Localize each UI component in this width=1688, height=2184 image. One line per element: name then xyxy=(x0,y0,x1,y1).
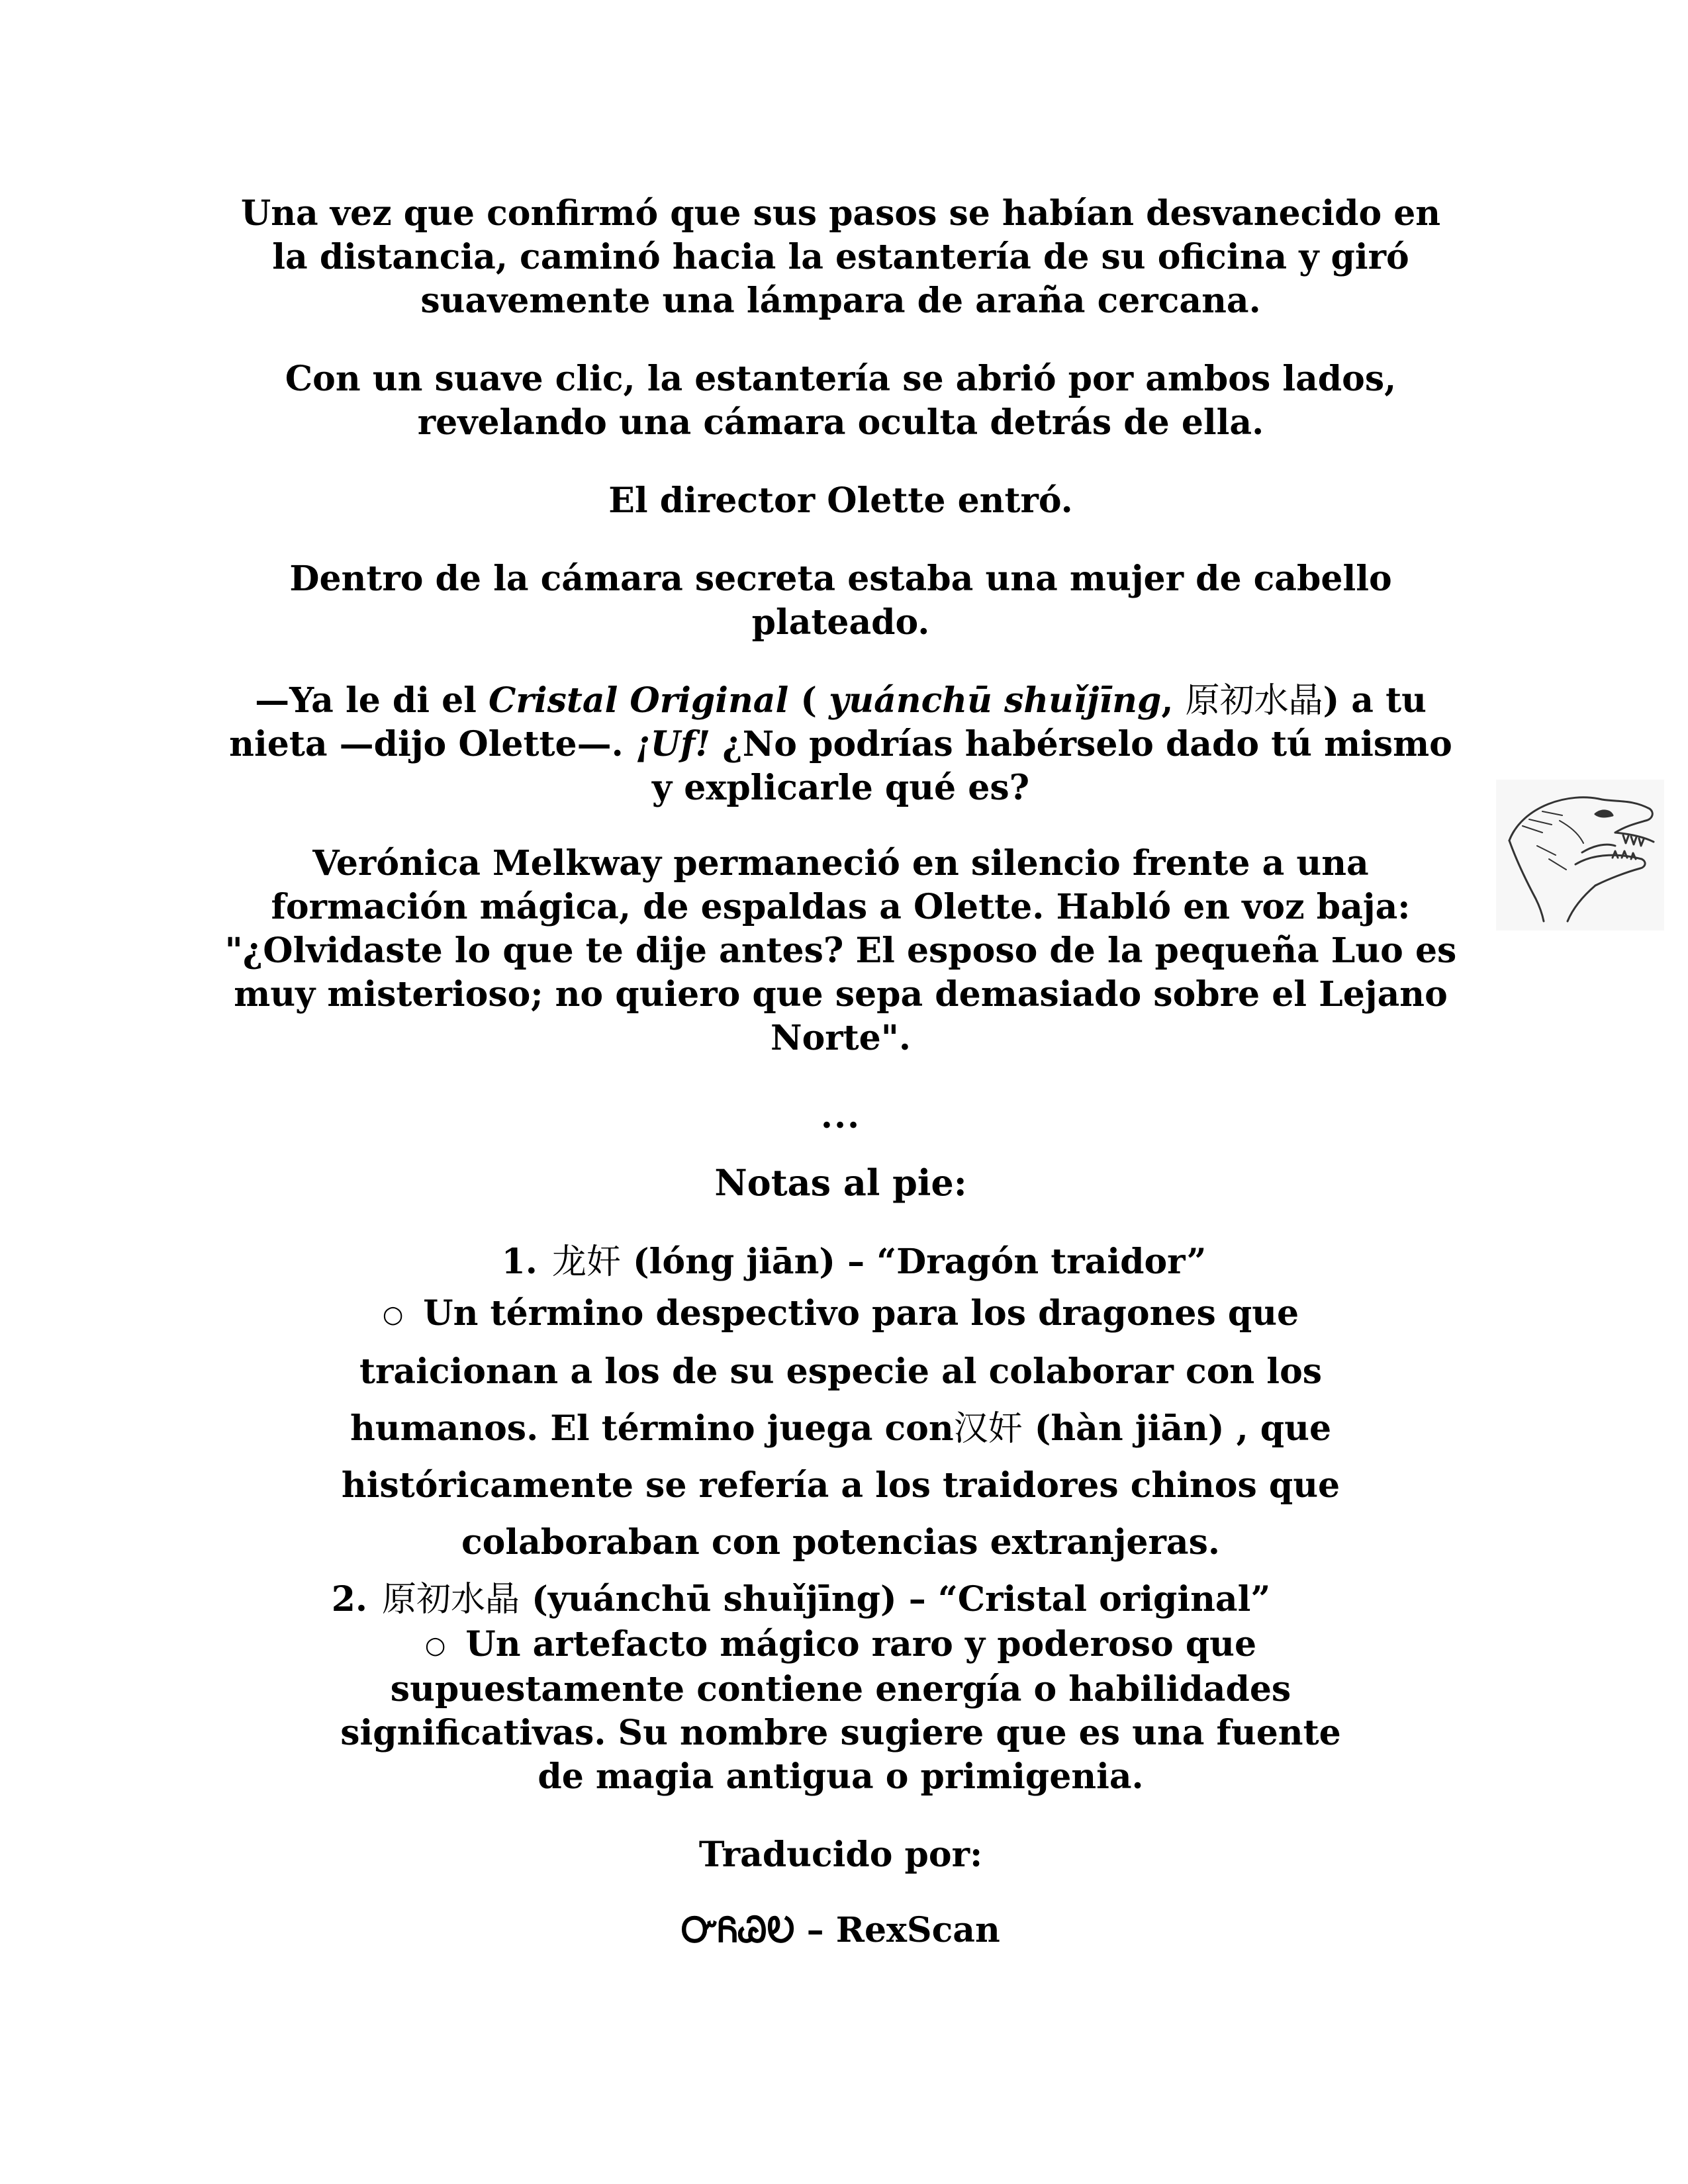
p5-text-5: ¿No podrías habérselo dado tú mismo y explicarle qué es? xyxy=(651,724,1452,808)
credits-label: Traducido por: xyxy=(698,1835,983,1875)
footnote-1-description xyxy=(338,1285,1344,1571)
footnote-1-desc-text-2: (hàn jiān) , que históricamente se refería a los traidores chinos que colaboraban con potencias extranjeras. xyxy=(341,1408,1340,1563)
p5-text-3: , xyxy=(1161,680,1186,721)
footnote-2-title xyxy=(218,1576,1463,1623)
paragraph-4: Dentro de la cámara secreta estaba una mujer de cabello plateado. xyxy=(289,559,1392,643)
footnote-2-description xyxy=(338,1623,1344,1799)
paragraph-3: El director Olette entró. xyxy=(608,480,1073,521)
footnote-1-desc-cjk: 汉奸 xyxy=(953,1409,1023,1449)
dinosaur-logo-icon xyxy=(1496,780,1664,931)
footnote-1-desc-text-1: Un término despectivo para los dragones que traicionan a los de su especie al colaborar con los humanos. El término juega con xyxy=(350,1293,1323,1449)
footnote-1-bullet: ○ xyxy=(382,1301,404,1328)
footnote-1-title xyxy=(218,1239,1463,1285)
p5-cjk: 原初水晶 xyxy=(1185,681,1323,721)
ellipsis-separator: ... xyxy=(820,1096,861,1136)
footnote-1-cjk: 龙奸 xyxy=(551,1242,621,1282)
p5-italic-term: Cristal Original xyxy=(489,680,789,721)
footnote-2-bullet: ○ xyxy=(424,1632,446,1659)
paragraph-6: Verónica Melkway permaneció en silencio frente a una formación mágica, de espaldas a Olette. Habló en voz baja: "¿Olvidaste lo que te dije antes? El esposo de la pequeña Luo es muy misterioso; no quiero que sepa demasiado sobre el Lejano Norte". xyxy=(224,843,1457,1058)
footnote-2-desc-text: Un artefacto mágico raro y poderoso que supuestamente contiene energía o habilidades significativas. Su nombre sugiere que es una fuente de magia antigua o primigenia. xyxy=(340,1624,1341,1797)
footnote-2 xyxy=(218,1576,1463,1799)
p5-text-1: —Ya le di el xyxy=(255,680,489,721)
p5-italic-pinyin: yuánchū shuǐjīng xyxy=(829,680,1162,721)
p5-text-4: ) a tu nieta —dijo Olette—. xyxy=(229,680,1427,764)
credits-translator: ᏅᏲᏊᎧ – RexScan xyxy=(681,1910,1000,1950)
p5-text-2: ( xyxy=(788,680,829,721)
paragraph-1: Una vez que confirmó que sus pasos se habían desvanecido en la distancia, caminó hacia la estantería de su oficina y giró suavemente una lámpara de araña cercana. xyxy=(240,193,1441,321)
footnote-2-title-text: (yuánchū shuǐjīng) – “Cristal original” xyxy=(520,1579,1271,1619)
footnotes-heading: Notas al pie: xyxy=(714,1161,967,1204)
p5-italic-exclaim: ¡Uf! xyxy=(635,724,711,764)
paragraph-2: Con un suave clic, la estantería se abrió por ambos lados, revelando una cámara oculta detrás de ella. xyxy=(285,359,1397,443)
footnote-2-cjk: 原初水晶 xyxy=(382,1580,520,1619)
paragraph-5 xyxy=(218,679,1463,810)
footnote-1-number: 1. xyxy=(501,1242,538,1282)
footnote-2-number: 2. xyxy=(331,1579,368,1619)
document-page xyxy=(218,192,1463,1952)
footnote-1-title-text: (lóng jiān) – “Dragón traidor” xyxy=(620,1242,1207,1282)
footnote-1 xyxy=(218,1239,1463,1571)
